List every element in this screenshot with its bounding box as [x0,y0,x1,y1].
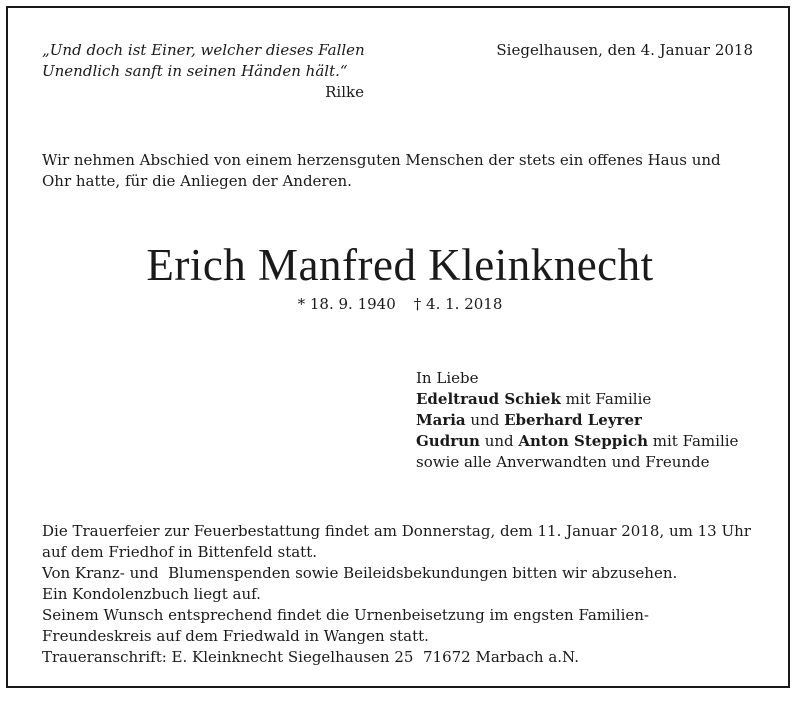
life-dates [0,294,800,315]
mourners-heading: In Liebe [416,369,479,387]
mourner-suffix: mit Familie [648,432,739,450]
details-line-3: Von Kranz- und Blumenspenden sowie Beileidsbekundungen bitten wir abzusehen. [42,564,678,582]
mourner-name: Edeltraud Schiek [416,390,561,408]
mourner-row-1 [416,389,738,410]
quote-line-2: Unendlich sanft in seinen Händen hält.“ [42,62,348,80]
mourner-row-4: sowie alle Anverwandten und Freunde [416,453,710,471]
intro-line-2: Ohr hatte, für die Anliegen der Anderen. [42,172,352,190]
place-and-date: Siegelhausen, den 4. Januar 2018 [496,41,753,59]
intro-text [42,150,721,192]
mourner-name: Eberhard Leyrer [504,411,642,429]
mourner-row-3 [416,431,738,452]
mourner-row-2 [416,410,738,431]
details-line-7: Traueranschrift: E. Kleinknecht Siegelhausen 25 71672 Marbach a.N. [42,648,579,666]
rilke-quote [42,40,364,103]
ceremony-details [42,521,751,668]
mourner-name: Gudrun [416,432,480,450]
mourner-join: und [479,432,519,450]
intro-line-1: Wir nehmen Abschied von einem herzensguten Menschen der stets ein offenes Haus und [42,151,721,169]
quote-line-1: „Und doch ist Einer, welcher dieses Fallen [42,41,365,59]
details-line-2: auf dem Friedhof in Bittenfeld statt. [42,543,317,561]
details-line-5: Seinem Wunsch entsprechend findet die Urnenbeisetzung im engsten Familien- [42,606,650,624]
details-line-4: Ein Kondolenzbuch liegt auf. [42,585,261,603]
mourner-name: Anton Steppich [518,432,649,450]
details-line-6: Freundeskreis auf dem Friedwald in Wangen statt. [42,627,429,645]
mourner-join: und [465,411,505,429]
mourners-list [416,368,738,473]
death-date: † 4. 1. 2018 [413,295,503,313]
mourner-suffix: mit Familie [560,390,652,408]
quote-author: Rilke [325,83,364,101]
details-line-1: Die Trauerfeier zur Feuerbestattung findet am Donnerstag, dem 11. Januar 2018, um 13 Uhr [42,522,751,540]
birth-date: * 18. 9. 1940 [297,295,396,313]
deceased-name: Erich Manfred Kleinknecht [146,240,654,290]
mourner-name: Maria [416,411,466,429]
